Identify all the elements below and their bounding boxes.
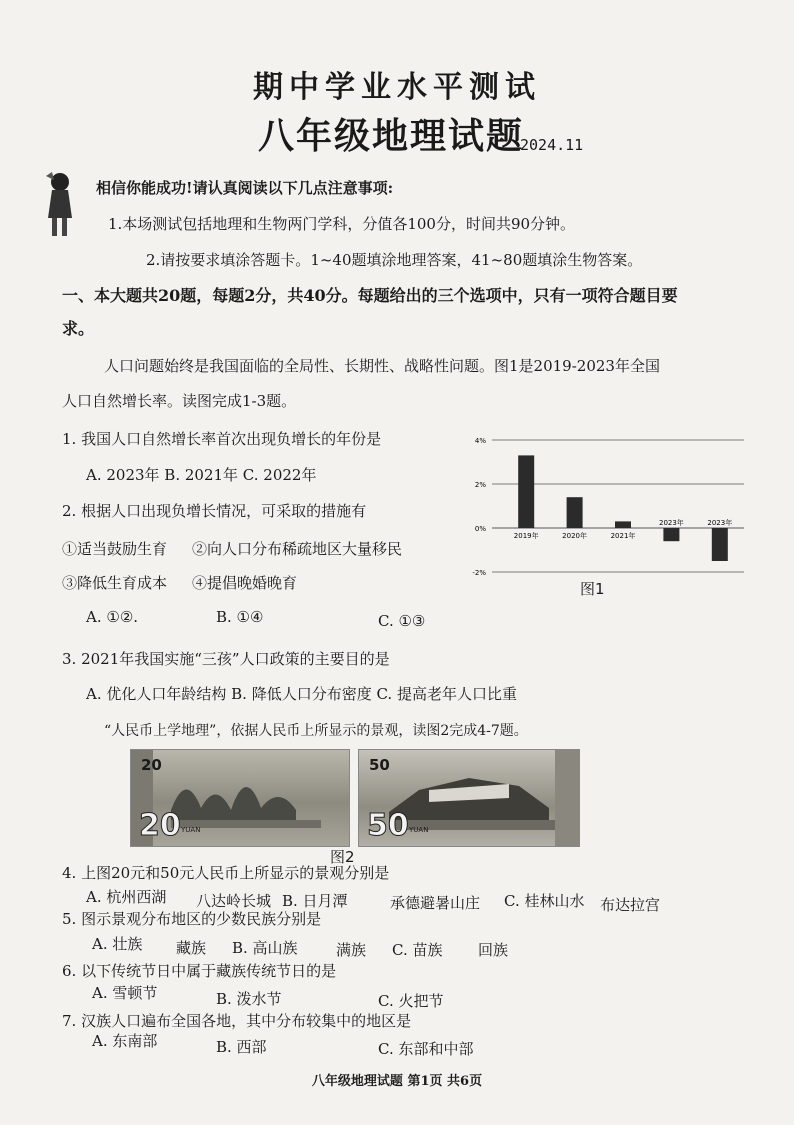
question-5-option-a1: A. 壮族 [92, 935, 143, 953]
question-2-option-c: C. ①③ [378, 612, 426, 630]
question-5-option-c1: C. 苗族 [392, 941, 443, 959]
note2-corner-value: 50 [369, 756, 390, 774]
question-2-stem: 2. 根据人口出现负增长情况，可采取的措施有 [62, 502, 367, 520]
chart-y-tick-label: 4% [474, 437, 486, 445]
question-5-option-c2: 回族 [478, 941, 509, 959]
banknote-20-yuan-image [130, 749, 350, 847]
chart-bar [663, 528, 679, 541]
question-5-option-b1: B. 高山族 [232, 939, 298, 957]
measure-3: ③降低生育成本 [62, 574, 168, 592]
chart-y-tick-label: 0% [474, 525, 486, 533]
note1-yuan: YUAN [181, 826, 201, 834]
question-4-option-a2: 八达岭长城 [196, 892, 272, 910]
measure-1: ①适当鼓励生育 [62, 540, 168, 558]
exam-title: 期中学业水平测试 [253, 70, 541, 105]
measure-2: ②向人口分布稀疏地区大量移民 [192, 540, 403, 558]
note1-corner-value: 20 [141, 756, 162, 774]
question-4-option-c2: 布达拉宫 [600, 896, 661, 914]
cartoon-figure-icon [38, 168, 78, 242]
page-footer: 八年级地理试题 第1页 共6页 [311, 1074, 483, 1089]
exam-date: 2024.11 [520, 136, 584, 154]
chart-y-tick-label: -2% [472, 569, 486, 577]
note2-big-value: 50 [367, 808, 409, 843]
question-3-stem: 3. 2021年我国实施“三孩”人口政策的主要目的是 [62, 650, 390, 668]
note2-yuan: YUAN [409, 826, 429, 834]
question-7-option-a: A. 东南部 [92, 1032, 158, 1050]
passage1-line1: 人口问题始终是我国面临的全局性、长期性、战略性问题。图1是2019-2023年全国 [104, 357, 660, 375]
chart-bar [567, 497, 583, 528]
question-7-stem: 7. 汉族人口遍布全国各地，其中分布较集中的地区是 [62, 1012, 412, 1030]
section-header-line1: 一、本大题共20题，每题2分，共40分。每题给出的三个选项中，只有一项符合题目要 [62, 286, 678, 305]
notice-item-2: 2.请按要求填涂答题卡。1~40题填涂地理答案，41~80题填涂生物答案。 [146, 251, 643, 269]
question-7-option-b: B. 西部 [216, 1038, 267, 1056]
note1-big-value: 20 [139, 808, 181, 843]
chart-category-label: 2019年 [513, 532, 539, 540]
question-4-option-c1: C. 桂林山水 [504, 892, 585, 910]
chart-bar [712, 528, 728, 561]
question-5-option-b2: 满族 [336, 941, 367, 959]
question-4-stem: 4. 上图20元和50元人民币上所显示的景观分别是 [62, 864, 390, 882]
question-2-option-b: B. ①④ [216, 608, 264, 626]
notice-intro: 相信你能成功!请认真阅读以下几点注意事项: [96, 179, 394, 197]
chart-bar [518, 455, 534, 528]
chart-y-tick-label: 2% [474, 481, 486, 489]
question-2-option-a: A. ①②. [86, 608, 139, 626]
question-5-option-a2: 藏族 [176, 939, 207, 957]
question-6-option-a: A. 雪顿节 [92, 984, 158, 1002]
question-6-option-b: B. 泼水节 [216, 990, 282, 1008]
question-7-option-c: C. 东部和中部 [378, 1040, 474, 1058]
chart-bar [615, 521, 631, 528]
question-6-stem: 6. 以下传统节日中属于藏族传统节日的是 [62, 962, 337, 980]
notice-item-1: 1.本场测试包括地理和生物两门学科，分值各100分，时间共90分钟。 [108, 215, 576, 233]
passage1-line2: 人口自然增长率。读图完成1-3题。 [62, 392, 297, 410]
question-6-option-c: C. 火把节 [378, 992, 444, 1010]
question-4-option-a1: A. 杭州西湖 [86, 888, 167, 906]
question-4-option-b2: 承德避暑山庄 [390, 894, 481, 912]
measure-4: ④提倡晚婚晚育 [192, 574, 298, 592]
exam-subtitle: 八年级地理试题 [258, 115, 525, 157]
question-1-options: A. 2023年 B. 2021年 C. 2022年 [86, 466, 317, 484]
question-4-option-b1: B. 日月潭 [282, 892, 348, 910]
figure-1-caption: 图1 [580, 580, 605, 598]
figure-2-caption: 图2 [330, 848, 355, 866]
question-5-stem: 5. 图示景观分布地区的少数民族分别是 [62, 910, 322, 928]
question-1-stem: 1. 我国人口自然增长率首次出现负增长的年份是 [62, 430, 382, 448]
question-3-options: A. 优化人口年龄结构 B. 降低人口分布密度 C. 提高老年人口比重 [86, 685, 517, 703]
chart-category-label: 2021年 [610, 532, 636, 540]
chart-category-label: 2023年 [707, 519, 733, 527]
chart-category-label: 2023年 [658, 519, 684, 527]
banknote-50-yuan-image [358, 749, 580, 847]
section-header-line2: 求。 [62, 319, 95, 338]
passage2: “人民币上学地理”，依据人民币上所显示的景观，读图2完成4-7题。 [104, 723, 528, 739]
chart-category-label: 2020年 [562, 532, 588, 540]
